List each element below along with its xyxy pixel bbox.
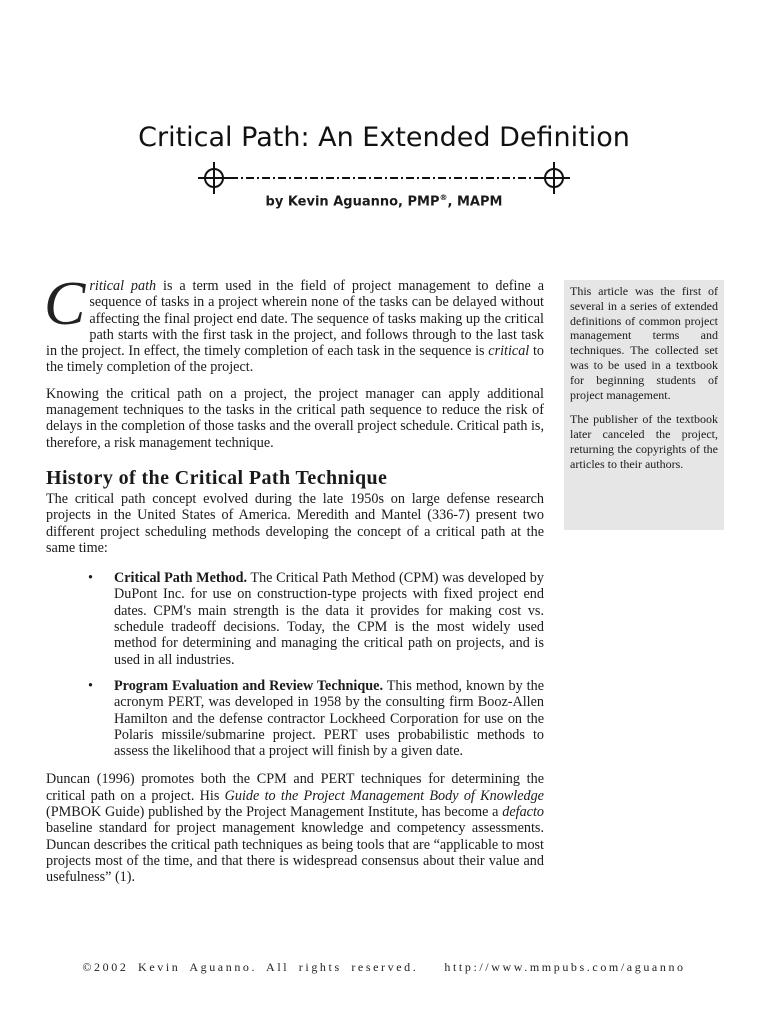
history-paragraph: The critical path concept evolved during the late 1950s on large defense research projects in the United States of America. Meredith and Mantel (336-7) present two different project scheduling methods developing the concept of a critical path at the same time: <box>46 490 544 556</box>
list-item-title: Critical Path Method. <box>114 570 248 587</box>
risk-paragraph: Knowing the critical path on a project, the project manager can apply additional management techniques to the tasks in the critical path sequence to reduce the risk of delays in the completion of those tasks and the overall project schedule. Critical path is, therefore, a risk management technique. <box>46 385 545 451</box>
crosshair-right-icon <box>538 162 570 194</box>
list-item-cpm: • Critical Path Method. The Critical Path Method (CPM) was developed by DuPont Inc. for use on construction-type projects with fixed project end dates. CPM's main strength is the data it provides for making cost vs. schedule tradeoff decisions. Today, the CPM is the most widely used method for determining and managing the critical path on projects, and is used in all industries. <box>88 570 544 668</box>
author-credentials: , MAPM <box>447 194 503 210</box>
author-byline <box>0 193 768 209</box>
emphasis-defacto: defacto <box>502 804 544 821</box>
bullet-icon: • <box>88 677 93 694</box>
methods-list <box>46 570 544 759</box>
registered-mark: ® <box>439 193 448 202</box>
page-footer <box>0 960 768 975</box>
duncan-paragraph: Duncan (1996) promotes both the CPM and PERT techniques for determining the critical path on a project. His Guide to the Project Management Body of Knowledge (PMBOK Guide) published by the Project Management Institute, has become a defacto baseline standard for project management knowledge and competency assessments. Duncan describes the critical path techniques as being tools that are “applicable to most projects most of the time, and that there is widespread consensus about their value and usefulness” (1). <box>46 771 544 886</box>
copyright-notice: ©2002 Kevin Aguanno. All rights reserved. <box>82 960 419 974</box>
book-title: Guide to the Project Management Body of Knowledge <box>224 787 544 804</box>
crosshair-divider-ornament <box>196 160 572 196</box>
list-item-pert: • Program Evaluation and Review Technique. This method, known by the acronym PERT, was developed in 1958 by the consulting firm Booz-Allen Hamilton and the defense contractor Lockheed Corporation for use on the Polaris missile/submarine project. PERT uses probabilistic methods to assess the likelihood that a project will finish by a given date. <box>88 677 544 760</box>
sidebar-paragraph: The publisher of the textbook later canceled the project, returning the copyrights of the articles to their authors. <box>570 412 718 471</box>
intro-paragraph: Critical path is a term used in the field of project management to define a sequence of tasks in a project wherein none of the tasks can be delayed without affecting the final project end date. The sequence of tasks making up the critical path starts with the first task in the project, and follows through to the last task in the project. In effect, the timely completion of each task in the sequence is critical to the timely completion of the project. <box>44 270 545 376</box>
article-body <box>44 270 545 896</box>
list-item-title: Program Evaluation and Review Technique. <box>114 677 383 694</box>
drop-cap: C <box>44 270 86 338</box>
document-title: Critical Path: An Extended Definition <box>138 122 630 153</box>
section-heading-history: History of the Critical Path Technique <box>46 466 388 489</box>
footer-url: http://www.mmpubs.com/aguanno <box>444 960 686 974</box>
author-name: by Kevin Aguanno, PMP <box>265 194 440 210</box>
emphasis-critical: critical <box>488 343 530 360</box>
bullet-icon: • <box>88 570 93 587</box>
term-critical-path: ritical path <box>89 278 157 294</box>
sidebar-note <box>564 280 724 530</box>
crosshair-left-icon <box>198 162 230 194</box>
sidebar-paragraph: This article was the first of several in a series of extended definitions of common project management terms and techniques. The collected set was to be used in a textbook for beginning students of project management. <box>570 284 718 402</box>
